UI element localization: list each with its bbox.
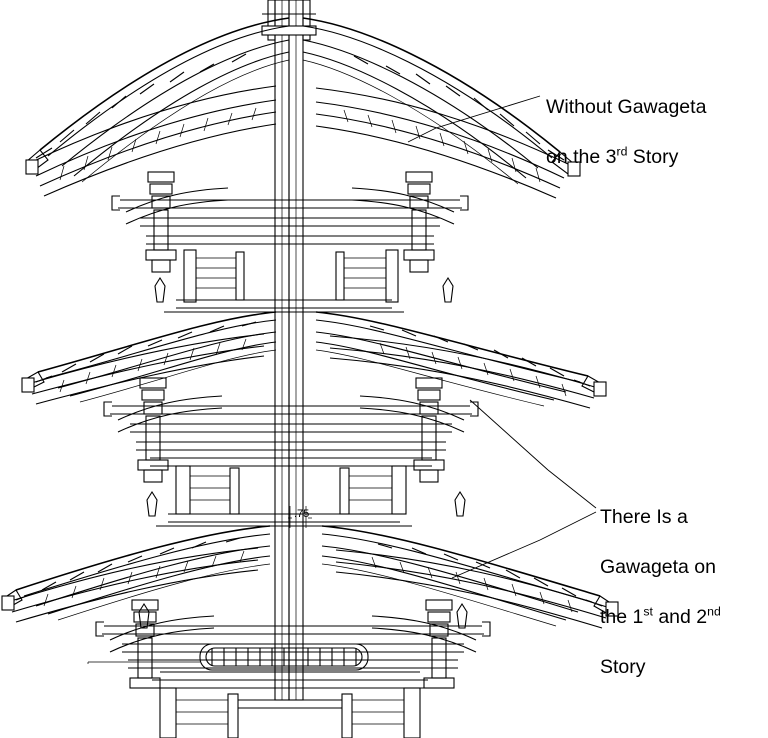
annotation-gawageta-line4: Story	[600, 656, 646, 678]
annotation-gawageta-line1: There Is a	[600, 506, 688, 528]
annotation-without-gawageta-line1: Without Gawageta	[546, 96, 707, 118]
annotation-line3-mid: and 2	[652, 606, 708, 628]
annotation-line3-ordinal-1: st	[643, 604, 653, 619]
annotation-line2-prefix: on the 3	[546, 146, 617, 168]
annotation-line2-ordinal: rd	[616, 144, 628, 159]
annotation-without-gawageta-line2	[546, 145, 761, 170]
third-story-body	[112, 172, 468, 312]
roof-first-story	[2, 526, 618, 628]
annotation-gawageta-line2: Gawageta on	[600, 556, 717, 578]
annotation-line2-suffix: Story	[627, 146, 679, 168]
annotation-there-is-a-gawageta	[600, 480, 765, 705]
roof-second-story	[22, 312, 606, 408]
annotation-line3-prefix: the 1	[600, 606, 644, 628]
annotation-line3-ordinal-2: nd	[707, 604, 721, 619]
second-story-body	[104, 378, 478, 528]
annotation-without-gawageta	[546, 70, 761, 195]
dimension-label-column: .75	[294, 508, 310, 520]
central-mast	[262, 0, 316, 700]
annotation-gawageta-line3	[600, 605, 765, 630]
